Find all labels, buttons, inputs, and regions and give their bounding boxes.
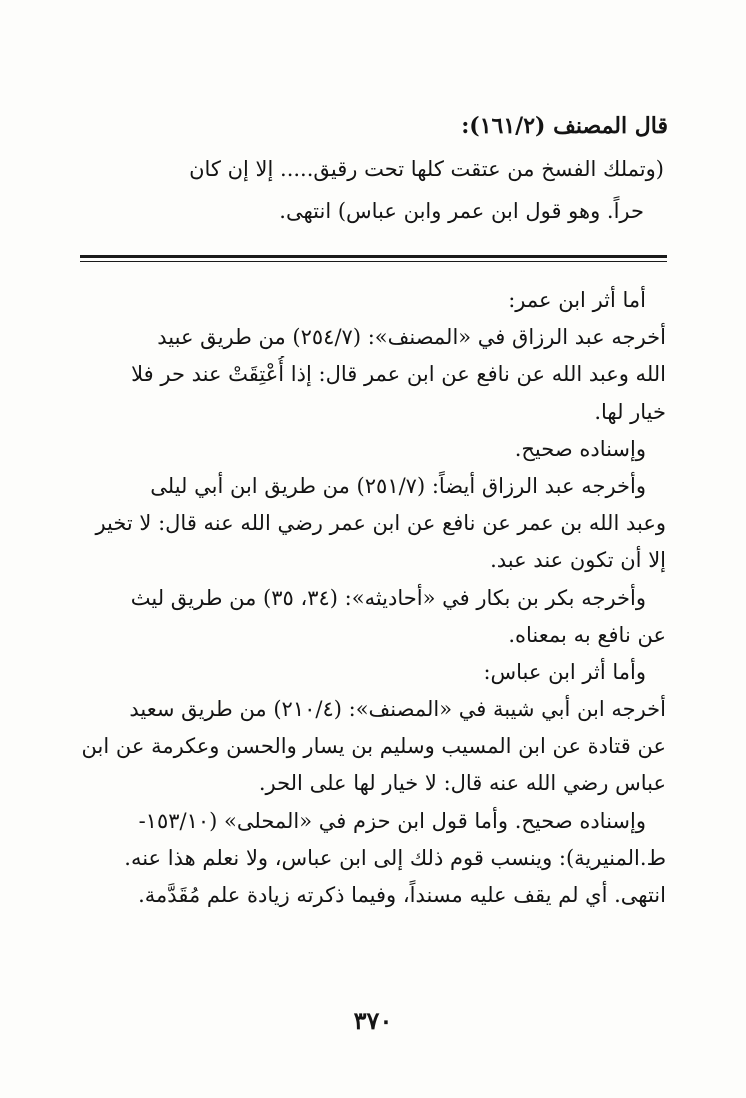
quote-line: (وتملك الفسخ من عتقت كلها تحت رقيق..... إلا إن كان — [189, 157, 664, 181]
text-line: انتهى. أي لم يقف عليه مسنداً، وفيما ذكرته زيادة علم مُقَدَّمة. — [138, 883, 666, 907]
text-line: عباس رضي الله عنه قال: لا خيار لها على الحر. — [258, 771, 666, 796]
text-line: وأخرجه بكر بن بكار في «أحاديثه»: (٣٤، ٣٥) من طريق ليث — [130, 585, 646, 610]
text-line: وإسناده صحيح. وأما قول ابن حزم في «المحلى» (١٥٣/١٠- — [138, 808, 646, 833]
commentary-text — [70, 282, 666, 914]
section-heading-ibn-umar: أما أثر ابن عمر: — [508, 288, 646, 312]
divider-thin — [80, 261, 667, 262]
text-line: إلا أن تكون عند عبد. — [490, 548, 666, 573]
text-line: عن قتادة عن ابن المسيب وسليم بن يسار والحسن وعكرمة عن ابن — [81, 734, 666, 759]
quote-line: حراً. وهو قول ابن عمر وابن عباس) انتهى. — [279, 199, 644, 223]
author-quote-block — [74, 104, 668, 232]
page-number: ٣٧٠ — [353, 1006, 393, 1035]
text-line: خيار لها. — [594, 399, 666, 424]
quote-heading: قال المصنف (١٦١/٢): — [461, 113, 668, 139]
text-line: الله وعبد الله عن نافع عن ابن عمر قال: إذا أُعْتِقَتْ عند حر فلا — [131, 362, 666, 387]
text-line: ط.المنيرية): وينسب قوم ذلك إلى ابن عباس، ولا نعلم هذا عنه. — [124, 845, 666, 870]
section-heading-ibn-abbas: وأما أثر ابن عباس: — [483, 659, 646, 684]
text-line: أخرجه ابن أبي شيبة في «المصنف»: (٢١٠/٤) من طريق سعيد — [129, 697, 666, 722]
divider-thick — [80, 255, 667, 258]
text-line: وأخرجه عبد الرزاق أيضاً: (٢٥١/٧) من طريق ابن أبي ليلى — [150, 473, 646, 498]
text-line: وإسناده صحيح. — [514, 436, 646, 461]
text-line: وعبد الله بن عمر عن نافع عن ابن عمر رضي الله عنه قال: لا تخير — [95, 511, 666, 536]
text-line: أخرجه عبد الرزاق في «المصنف»: (٢٥٤/٧) من طريق عبيد — [157, 325, 666, 350]
text-line: عن نافع به بمعناه. — [508, 622, 666, 647]
